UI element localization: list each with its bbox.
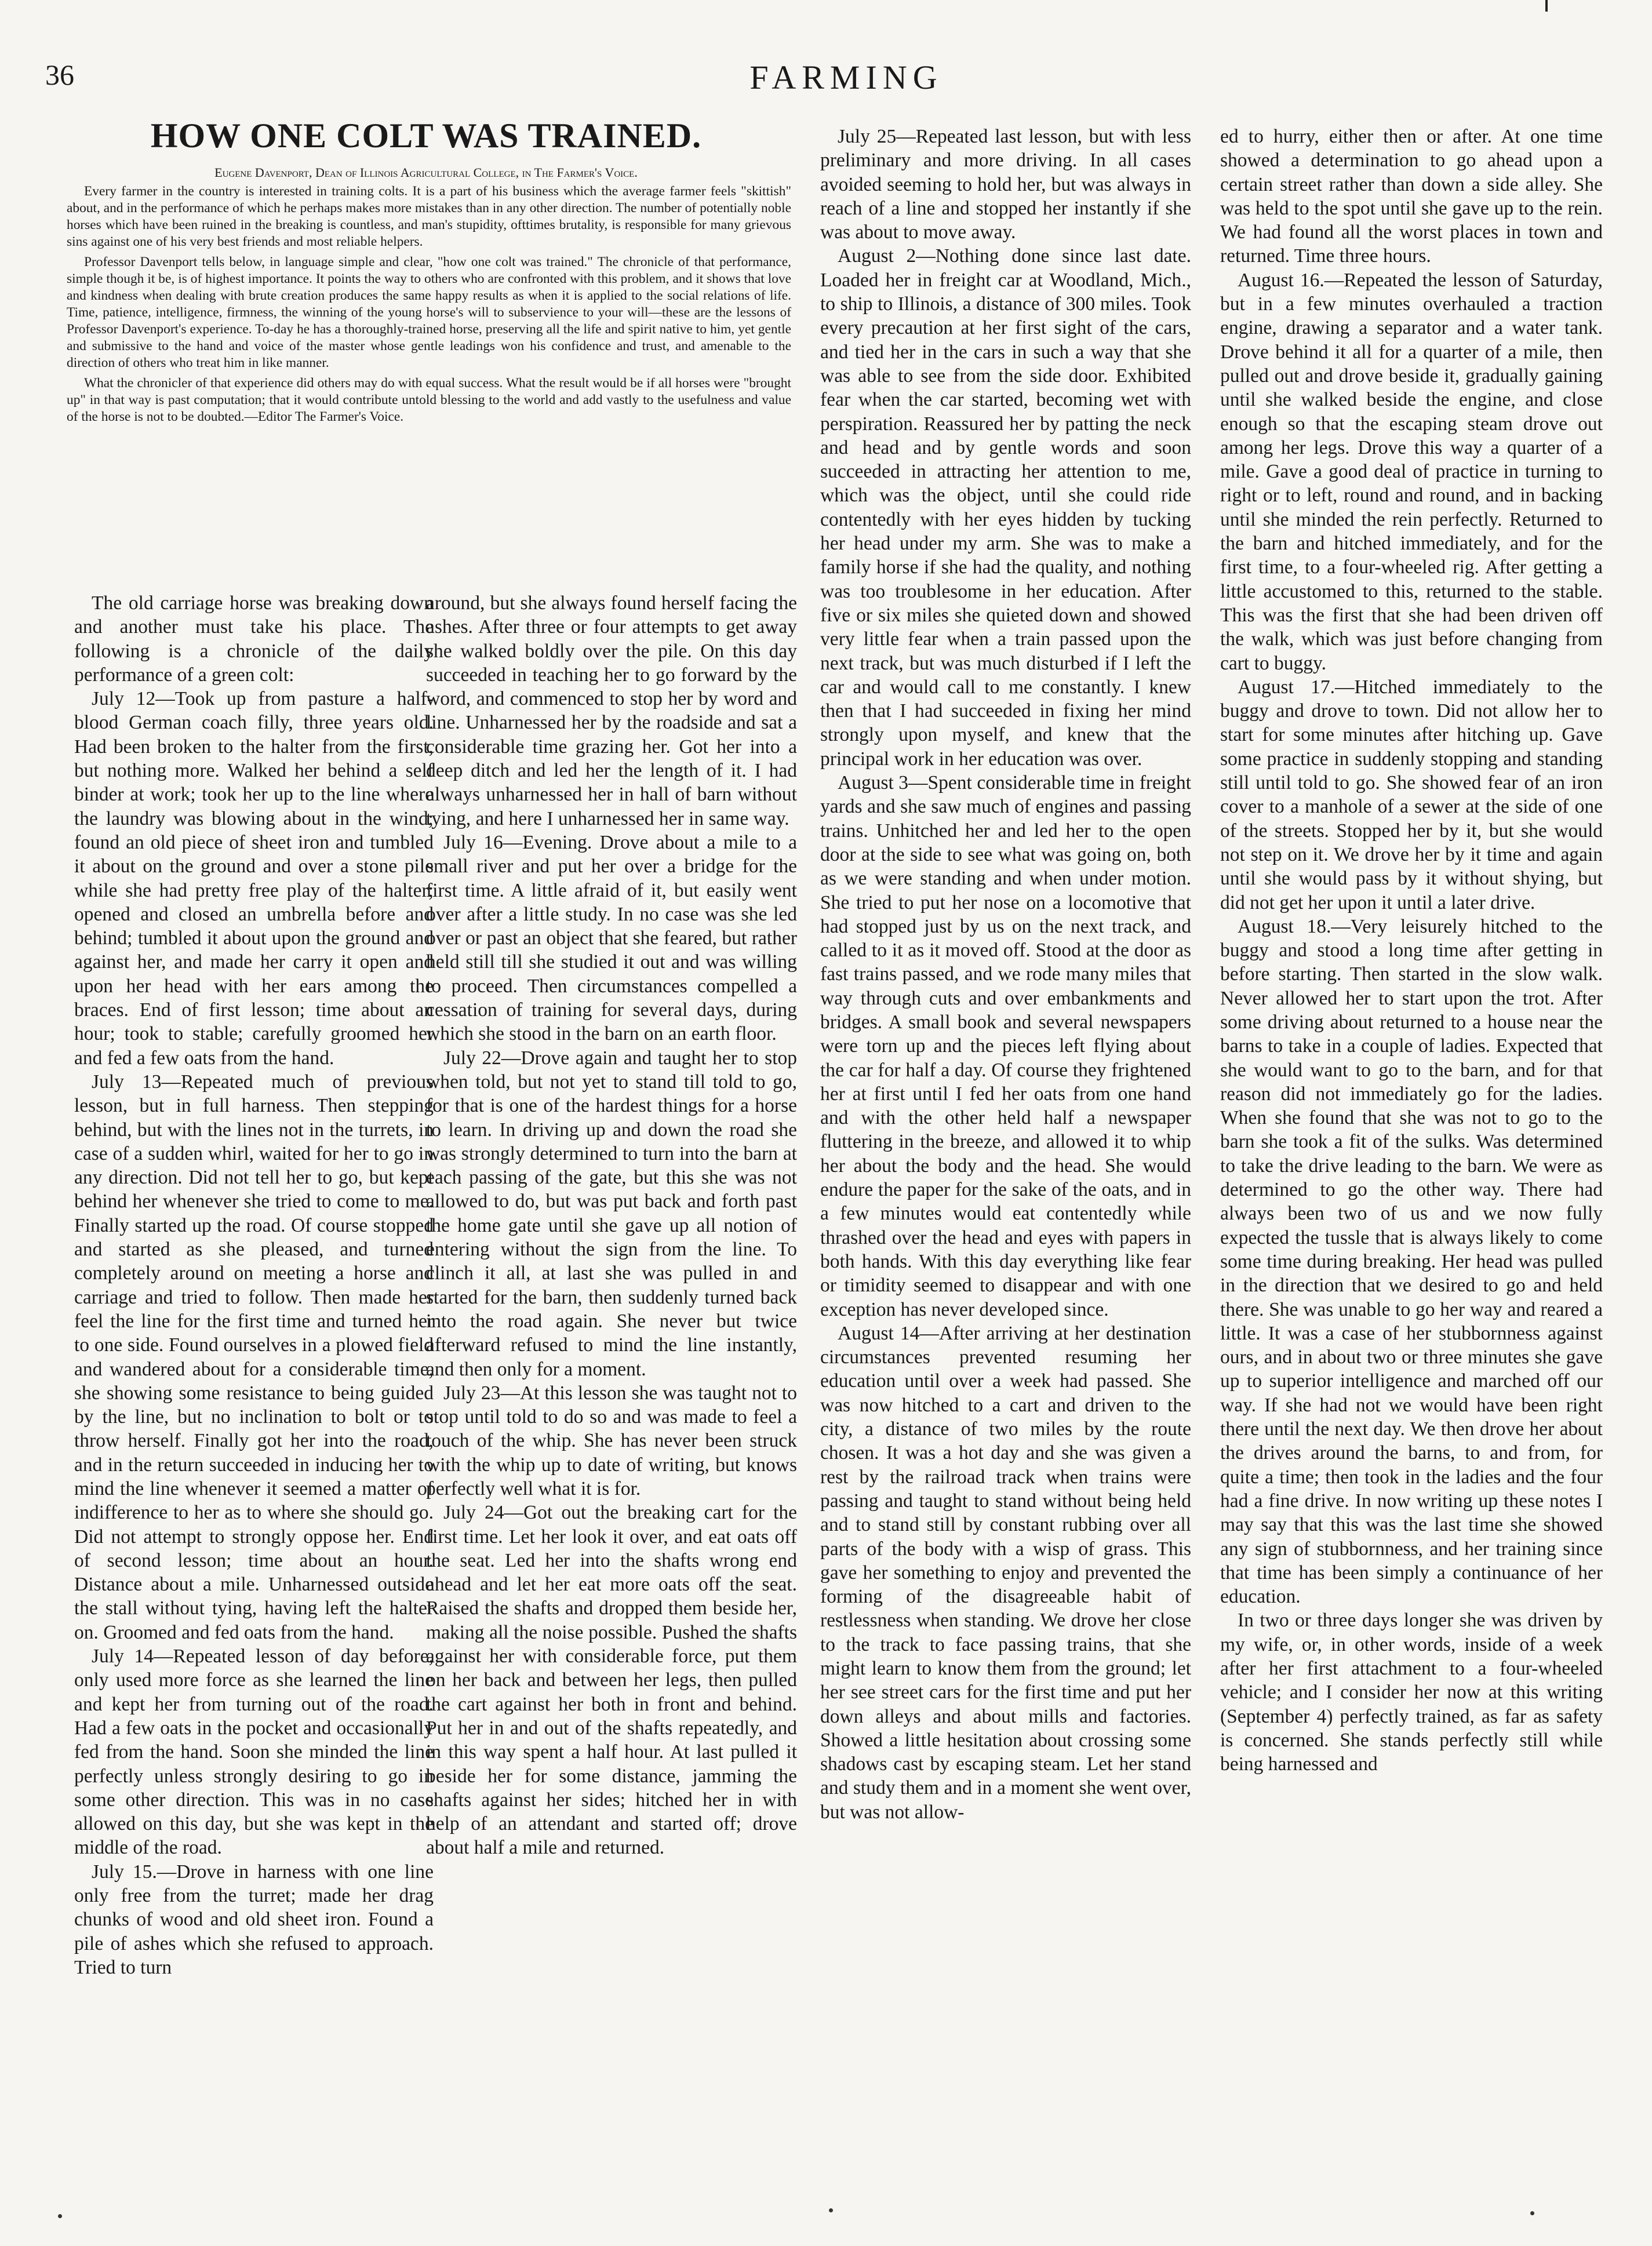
paragraph: July 16—Evening. Drove about a mile to a small river and put her over a bridge for the first time. A little afraid of it, but easily went over after a little study. In no case was she led over or past an object that she feared, but rather held still till she studied it out and was willing to proceed. Then circumstances compelled a cessation of training for several days, during which she stood in the barn on an earth floor. [426,831,797,1045]
text-column-3 [820,125,1191,2142]
page-corner-mark [1545,0,1548,12]
intro-paragraph: Every farmer in the country is interested in training colts. It is a part of his business which the average farmer feels "skittish" about, and in the performance of which he perhaps makes more mistakes than in any other direction. The number of potentially noble horses which have been ruined in the breaking is countless, and man's stupidity, ofttimes brutality, is responsible for many grievous sins against one of his very best friends and most reliable helpers. [67,184,791,249]
intro-paragraph: Professor Davenport tells below, in language simple and clear, "how one colt was trained." The chronicle of that performance, simple though it be, is of highest importance. It points the way to others who are confronted with this problem, and it shows that love and kindness when dealing with brute creation produces the same happy results as when it is applied to the social relations of life. Time, patience, intelligence, firmness, the winning of the young horse's will to subservience to your will—these are the lessons of Professor Davenport's experience. To-day he has a thoroughly-trained horse, preserving all the life and spirit native to him, yet gentle and submissive to the hand and voice of the master whose gentle leadings won his confidence and trust, and amenable to the direction of others who treat him in like manner. [67,254,791,370]
paragraph: August 2—Nothing done since last date. Loaded her in freight car at Woodland, Mich., to ship to Illinois, a distance of 300 miles. Took every precaution at her first sight of the cars, and tied her in the cars in such a way that she was able to see from the side door. Exhibited fear when the car started, becoming wet with perspiration. Reassured her by patting the neck and head and by gentle words and soon succeeded in attracting her attention to me, which was the object, until she could ride contentedly with her eyes hidden by tucking her head under my arm. She was to make a family horse if she had the quality, and nothing was too troublesome in her education. After five or six miles she quieted down and showed very little fear when a train passed upon the next track, but was much disturbed if I left the car and would call to me constantly. I knew then that I had succeeded in fixing her mind strongly upon myself, and knew that the principal work in her education was over. [820,245,1191,770]
intro-paragraph: What the chronicler of that experience did others may do with equal success. What the result would be if all horses were "brought up" in that way is past computation; that it would contribute untold blessing to the world and add vastly to the usefulness and value of the horse is not to be doubted.—Editor The Farmer's Voice. [67,376,791,424]
paragraph: The old carriage horse was breaking down and another must take his place. The following is a chronicle of the daily performance of a green colt: [74,592,434,686]
paragraph: ed to hurry, either then or after. At one time showed a determination to go ahead upon a certain street rather than down a side alley. She was held to the spot until she gave up to the rein. We had found all the worst places in town and returned. Time three hours. [1220,126,1603,267]
paragraph: July 23—At this lesson she was taught not to stop until told to do so and was made to feel a touch of the whip. She has never been struck with the whip up to date of writing, but knows perfectly well what it is for. [426,1382,797,1499]
print-speck [829,2208,833,2212]
paragraph: In two or three days longer she was driven by my wife, or, in other words, inside of a week after her first attachment to a four-wheeled vehicle; and I consider her now at this writing (September 4) perfectly trained, as far as safety is concerned. She stands perfectly still while being harnessed and [1220,1610,1603,1775]
page-number: 36 [45,59,74,91]
text-column-1 [74,591,434,2145]
paragraph: August 17.—Hitched immediately to the buggy and drove to town. Did not allow her to start for some minutes after hitching up. Gave some practice in suddenly stopping and standing still until told to go. She showed fear of an iron cover to a manhole of a sewer at the side of one of the streets. Stopped her by it, but she would not step on it. We drove her by it time and again until she would pass by it without shying, but did not get her upon it until a later drive. [1220,676,1603,913]
paragraph: August 3—Spent considerable time in freight yards and she saw much of engines and passing trains. Unhitched her and led her to the open door at the side to see what was going on, both as we were standing and when under motion. She tried to put her nose on a locomotive that had stopped just by us on the next track, and called to it as it moved off. Stood at the door as fast trains passed, and we rode many miles that way through cuts and over embankments and bridges. A small book and several newspapers were torn up and the pieces left flying about the car for half a day. Of course they frightened her at first until I fed her oats from one hand and with the other held half a newspaper fluttering in the breeze, and allowed it to whip her about the body and the head. She would endure the paper for the sake of the oats, and in a few minutes would eat contentedly while thrashed over the head and eyes with papers in both hands. With this day everything like fear or timidity seemed to disappear and with one exception has never developed since. [820,772,1191,1320]
paragraph: July 13—Repeated much of previous lesson, but in full harness. Then stepping behind, but with the lines not in the turrets, in case of a sudden whirl, waited for her to go in any direction. Did not tell her to go, but kept behind her whenever she tried to come to me. Finally started up the road. Of course stopped and started as she pleased, and turned completely around on meeting a horse and carriage and tried to follow. Then made her feel the line for the first time and turned her to one side. Found ourselves in a plowed field and wandered about for a considerable time, she showing some resistance to being guided by the line, but no inclination to bolt or to throw herself. Finally got her into the road, and in the return succeeded in inducing her to mind the line whenever it seemed a matter of indifference to her as to where she should go. Did not attempt to strongly oppose her. End of second lesson; time about an hour. Distance about a mile. Unharnessed outside the stall without tying, having left the halter on. Groomed and fed oats from the hand. [74,1071,434,1643]
editor-introduction [67,183,791,583]
article-byline: Eugene Davenport, Dean of Illinois Agricultural College, in The Farmer's Voice. [214,165,638,180]
text-column-4 [1220,125,1603,2142]
paragraph: August 18.—Very leisurely hitched to the buggy and stood a long time after getting in before starting. Then started in the slow walk. Never allowed her to start upon the trot. After some driving about returned to a house near the barns to take in a couple of ladies. Expected that she would want to go to the barn, and for that reason did not immediately go for the ladies. When she found that she was not to go to the barn she took a fit of the sulks. Was determined to take the drive leading to the barn. We were as determined to go the other way. There had always been two of us and we now fully expected the tussle that is always likely to come some time during breaking. Her head was pulled in the direction that we desired to go and held there. She was unable to go her way and reared a little. It was a case of her stubbornness against ours, and in about two or three minutes she gave up to superior intelligence and marched off our way. If she had not we would have been right there until the next day. We then drove her about the drives around the barns, to and from, for quite a time; then took in the ladies and the four had a fine drive. In now writing up these notes I may say that this was the last time she showed any sign of stubbornness, and her training since that time has been simply a continuance of her education. [1220,915,1603,1608]
paragraph: July 24—Got out the breaking cart for the first time. Let her look it over, and eat oats off the seat. Led her into the shafts wrong end ahead and let her eat more oats off the seat. Raised the shafts and dropped them beside her, making all the noise possible. Pushed the shafts against her with considerable force, put them on her back and between her legs, then pulled the cart against her both in front and behind. Put her in and out of the shafts repeatedly, and in this way spent a half hour. At last pulled it beside her for some distance, jamming the shafts against her sides; hitched her in with help of an attendant and started off; drove about half a mile and returned. [426,1502,797,1859]
paragraph: July 14—Repeated lesson of day before, only used more force as she learned the line and kept her from turning out of the road. Had a few oats in the pocket and occasionally fed from the hand. Soon she minded the line perfectly unless strongly desiring to go in some other direction. This was in no case allowed on this day, but she was kept in the middle of the road. [74,1646,434,1859]
paragraph: August 14—After arriving at her destination circumstances prevented resuming her education until over a week had passed. She was now hitched to a cart and driven to the city, a distance of two miles by the route chosen. It was a hot day and she was given a rest by the railroad track when trains were passing and taught to stand without being held and to stand still by constant rubbing over all parts of the body with a wisp of grass. This gave her something to enjoy and prevented the forming of the disagreeable habit of restlessness when standing. We drove her close to the track to face passing trains, that she might learn to know them from the ground; let her see street cars for the first time and put her down alleys and about mills and factories. Showed a little hesitation about crossing some shadows cast by escaping steam. Let her stand and study them and in a moment she went over, but was not allow- [820,1322,1191,1823]
paragraph: around, but she always found herself facing the ashes. After three or four attempts to get away she walked boldly over the pile. On this day succeeded in teaching her to go forward by the word, and commenced to stop her by word and line. Unharnessed her by the roadside and sat a considerable time grazing her. Got her into a deep ditch and led her the length of it. I had always unharnessed her in hall of barn without tying, and here I unharnessed her in same way. [426,592,797,829]
print-speck [58,2214,62,2218]
running-head: FARMING [749,59,943,96]
text-column-2 [426,591,797,2145]
paragraph: July 25—Repeated last lesson, but with less preliminary and more driving. In all cases avoided seeming to hold her, but was always in reach of a line and stopped her instantly if she was about to move away. [820,126,1191,243]
print-speck [1530,2211,1534,2215]
paragraph: August 16.—Repeated the lesson of Saturday, but in a few minutes overhauled a traction engine, drawing a separator and a water tank. Drove behind it all for a quarter of a mile, then pulled out and drove beside it, gradually gaining until she walked beside the engine, and close enough so that the escaping steam drove out among her legs. Drove this way a quarter of a mile. Gave a good deal of practice in turning to right or to left, round and round, and in backing until she minded the rein perfectly. Returned to the barn and hitched immediately, and for the first time, to a four-wheeled rig. After getting a little accustomed to this, returned to the stable. This was the first that she had been driven off the walk, which was just before changing from cart to buggy. [1220,269,1603,674]
article-title: HOW ONE COLT WAS TRAINED. [150,117,702,155]
paragraph: July 22—Drove again and taught her to stop when told, but not yet to stand till told to go, for that is one of the hardest things for a horse to learn. In driving up and down the road she was strongly determined to turn into the barn at each passing of the gate, but this she was not allowed to do, but was put back and forth past the home gate until she gave up all notion of entering without the sign from the line. To clinch it all, at last she was pulled in and started for the barn, then suddenly turned back into the road again. She never but twice afterward refused to mind the line instantly, and then only for a moment. [426,1047,797,1380]
paragraph: July 15.—Drove in harness with one line only free from the turret; made her drag chunks of wood and old sheet iron. Found a pile of ashes which she refused to approach. Tried to turn [74,1861,434,1978]
paragraph: July 12—Took up from pasture a half-blood German coach filly, three years old. Had been broken to the halter from the first, but nothing more. Walked her behind a self binder at work; took her up to the line where the laundry was blowing about in the wind; found an old piece of sheet iron and tumbled it about on the ground and over a stone pile while she had pretty free play of the halter; opened and closed an umbrella before and behind; tumbled it about upon the ground and against her, and made her carry it open and upon her head with her ears among the braces. End of first lesson; time about an hour; took to stable; carefully groomed her and fed a few oats from the hand. [74,688,434,1069]
